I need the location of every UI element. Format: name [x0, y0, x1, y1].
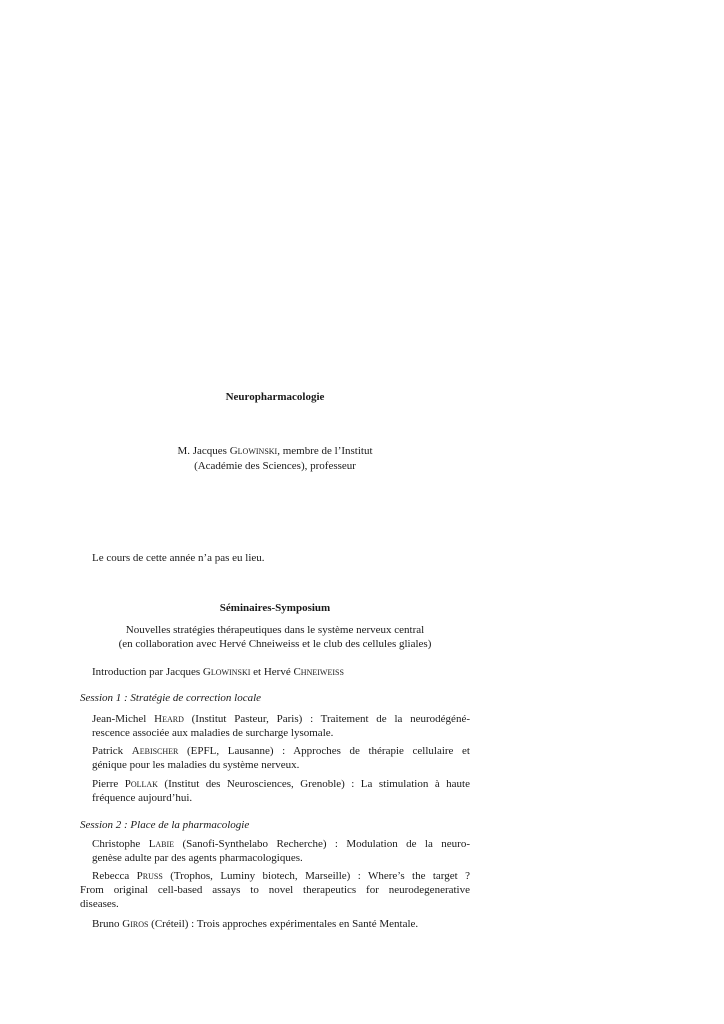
- session-1-entry-3: Pierre Pollak (Institut des Neurosciences, Grenoble) : La stimulation à haute fréquence aujourd’hui.: [92, 778, 470, 804]
- session-2-entry-2: Rebecca Pruss (Trophos, Luminy biotech, Marseille) : Where’s the target ? From original cell-based assays to novel therapeutics for neurodegenerative diseases.: [80, 870, 471, 910]
- author-line-1: M. Jacques Glowinski, membre de l’Institut: [177, 445, 373, 457]
- session-1-entry-2: Patrick Aebischer (EPFL, Lausanne) : Approches de thérapie cellulaire et génique pour les maladies du système nerveux.: [92, 745, 470, 771]
- session-2-entry-3: Bruno Giros (Créteil) : Trois approches expérimentales en Santé Mentale.: [92, 918, 419, 930]
- session-2-heading: Session 2 : Place de la pharmacologie: [80, 819, 250, 831]
- course-note: Le cours de cette année n’a pas eu lieu.: [92, 552, 265, 564]
- seminars-title: Séminaires-Symposium: [219, 602, 331, 614]
- author-line-2: (Académie des Sciences), professeur: [194, 460, 356, 472]
- page-title: Neuropharmacologie: [225, 391, 325, 403]
- session-1-entry-1: Jean-Michel Heard (Institut Pasteur, Paris) : Traitement de la neurodégéné- rescence associée aux maladies de surcharge lysomale.: [92, 713, 470, 739]
- session-1-heading: Session 1 : Stratégie de correction locale: [80, 692, 262, 704]
- author-surname: Glowinski: [229, 445, 278, 457]
- seminars-subtitle: [80, 624, 470, 652]
- seminars-introduction: Introduction par Jacques Glowinski et Hervé Chneiweiss: [92, 666, 344, 678]
- session-2-entry-1: Christophe Labie (Sanofi-Synthelabo Recherche) : Modulation de la neuro- genèse adulte par des agents pharmacologiques.: [92, 838, 470, 864]
- seminars-subtitle-line-2: (en collaboration avec Hervé Chneiweiss et le club des cellules gliales): [118, 638, 432, 650]
- author-block: [80, 445, 470, 475]
- seminars-subtitle-line-1: Nouvelles stratégies thérapeutiques dans le système nerveux central: [125, 624, 425, 636]
